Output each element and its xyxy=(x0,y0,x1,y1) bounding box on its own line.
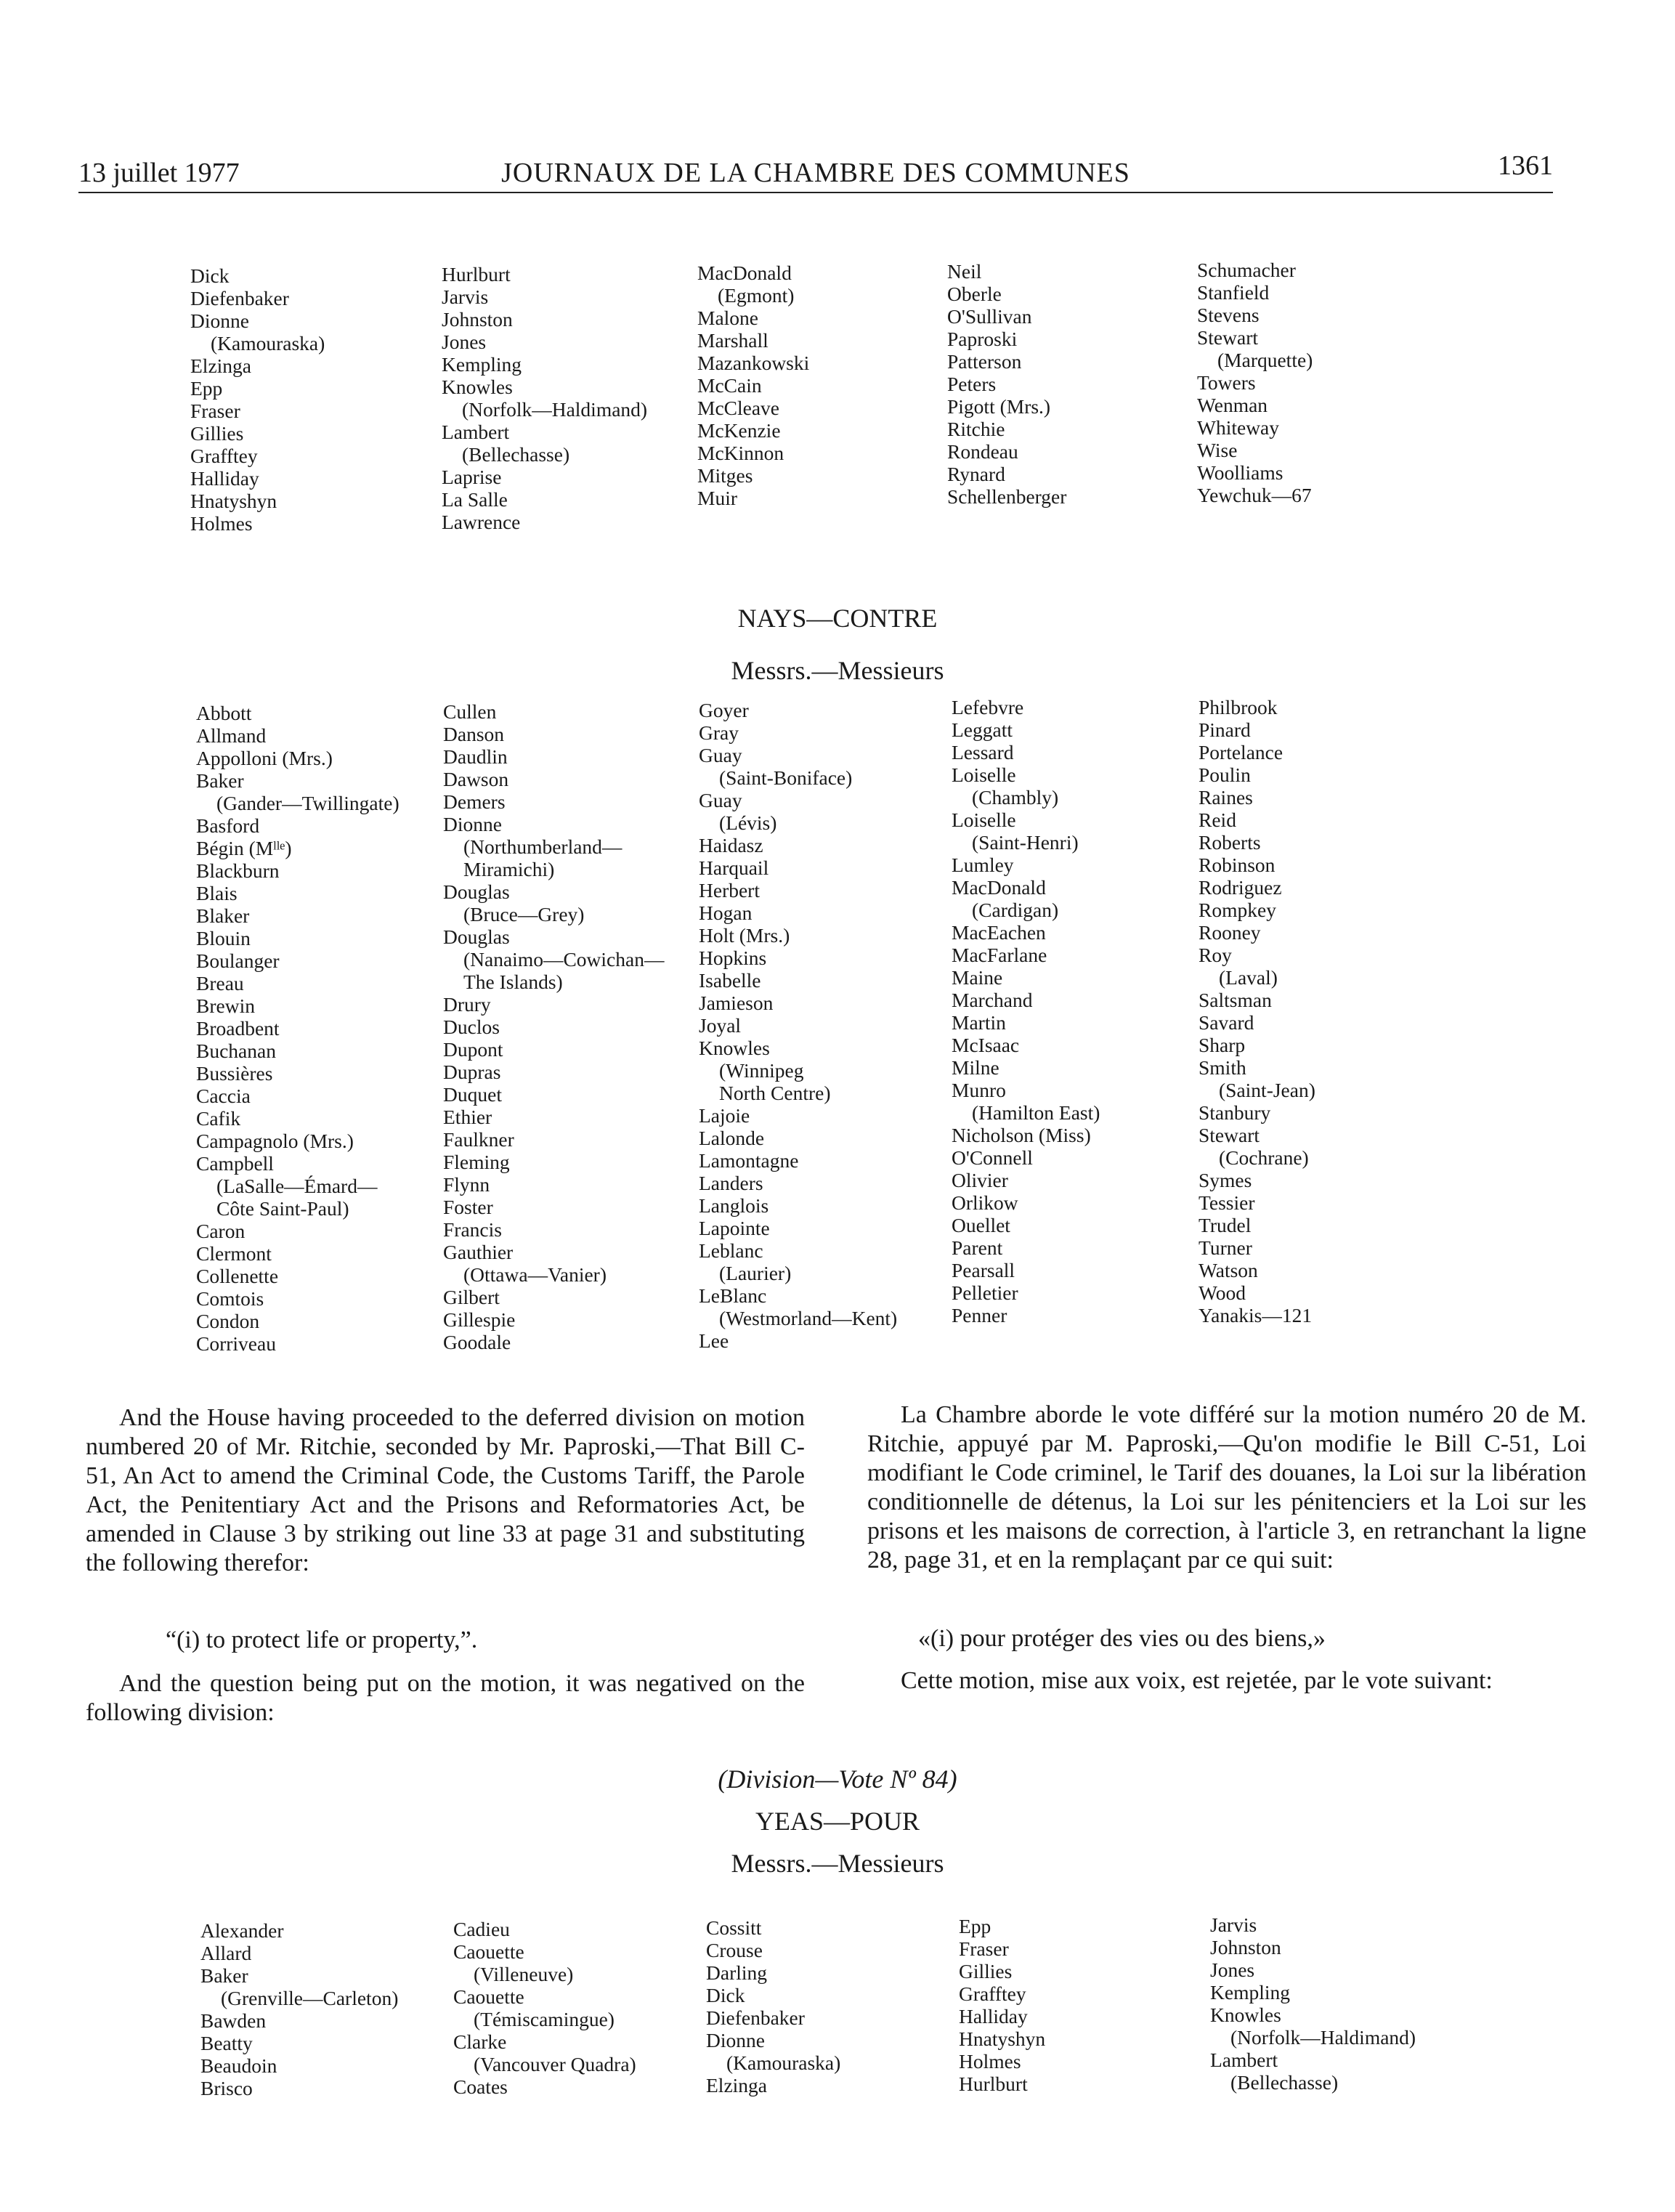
member-name: Rodriguez xyxy=(1199,876,1282,899)
member-name: Breau xyxy=(196,972,244,994)
nays-heading: NAYS—CONTRE xyxy=(737,604,938,633)
member-name: Schumacher xyxy=(1197,259,1296,281)
member-name: Wood xyxy=(1199,1281,1246,1304)
member-name: Parent xyxy=(952,1236,1003,1259)
member-name: Baker xyxy=(196,769,244,792)
member-name: LeBlanc xyxy=(699,1284,767,1307)
page-number: 1361 xyxy=(1498,150,1553,181)
member-name: Daudlin xyxy=(443,745,508,768)
member-name: Saltsman xyxy=(1199,989,1272,1011)
member-name: Dupont xyxy=(443,1038,503,1061)
member-name: (Cardigan) xyxy=(972,899,1059,921)
member-name: Grafftey xyxy=(190,445,258,467)
member-name: Clermont xyxy=(196,1242,272,1265)
member-name: Portelance xyxy=(1199,741,1283,763)
member-name: Dionne xyxy=(190,309,249,332)
member-name: Blouin xyxy=(196,927,251,949)
member-name: Schellenberger xyxy=(947,485,1067,508)
member-name: Landers xyxy=(699,1172,763,1194)
member-name: Faulkner xyxy=(443,1128,514,1151)
member-name: Mazankowski xyxy=(697,352,810,374)
member-name: McIsaac xyxy=(952,1034,1020,1056)
member-name: Gillies xyxy=(959,1960,1013,1982)
member-name: Tessier xyxy=(1199,1191,1255,1214)
member-name: (Saint-Boniface) xyxy=(719,766,853,789)
member-name: Leggatt xyxy=(952,718,1013,741)
member-name: McCain xyxy=(697,374,762,397)
member-name: Knowles xyxy=(1210,2004,1281,2026)
member-name: Halliday xyxy=(959,2005,1028,2027)
member-name: Fraser xyxy=(190,400,240,422)
member-name: Allmand xyxy=(196,724,267,747)
member-name: Jarvis xyxy=(442,285,489,308)
member-name: Hnatyshyn xyxy=(959,2027,1046,2050)
member-name: Douglas xyxy=(443,880,510,903)
member-name: Bussières xyxy=(196,1062,273,1085)
member-name: Francis xyxy=(443,1218,502,1241)
member-name: Sharp xyxy=(1199,1034,1246,1056)
member-name: Blais xyxy=(196,882,238,904)
member-name: Lapointe xyxy=(699,1217,770,1239)
nays-column xyxy=(699,699,897,1352)
member-name: Hurlburt xyxy=(959,2073,1028,2095)
member-name: Hogan xyxy=(699,902,753,924)
motion-french-text: La Chambre aborde le vote différé sur la motion numéro 20 de M. Ritchie, appuyé par M. Paproski,—Qu'on modifie le Bill C-51, Loi modifiant le Code criminel, le Tarif des douanes, la Loi sur la libération conditionnelle de détenus, la Loi sur les pénitenciers et la Loi sur les prisons et les maisons de correction, à l'article 3, en retranchant la ligne 28, page 31, et en la remplaçant par ce qui suit: xyxy=(867,1401,1586,1573)
member-name: Duquet xyxy=(443,1083,502,1106)
member-name: Lamontagne xyxy=(699,1149,799,1172)
yeas-continued-column xyxy=(947,260,1066,508)
member-name: Symes xyxy=(1199,1169,1252,1191)
member-name: Isabelle xyxy=(699,969,761,992)
member-name: MacFarlane xyxy=(952,944,1047,966)
member-name: Diefenbaker xyxy=(190,287,289,309)
member-name: Halliday xyxy=(190,467,259,490)
member-name: Martin xyxy=(952,1011,1006,1034)
member-name: Duclos xyxy=(443,1016,500,1038)
member-name: McKinnon xyxy=(697,442,784,464)
member-name: Leblanc xyxy=(699,1239,763,1262)
member-name: Douglas xyxy=(443,925,510,948)
member-name: Herbert xyxy=(699,879,760,902)
member-name: Hurlburt xyxy=(442,263,511,285)
member-name: Clarke xyxy=(453,2030,507,2053)
member-name: Crouse xyxy=(706,1939,763,1961)
member-name: Maine xyxy=(952,966,1003,989)
member-name: (Laurier) xyxy=(719,1262,792,1284)
member-name: (Villeneuve) xyxy=(474,1963,574,1985)
member-name: Rondeau xyxy=(947,440,1018,463)
member-name: (Egmont) xyxy=(718,284,795,307)
member-name: (Saint-Jean) xyxy=(1219,1079,1315,1101)
member-name: (Winnipeg xyxy=(719,1059,804,1082)
member-name: (Laval) xyxy=(1219,966,1278,989)
division-yeas-column xyxy=(200,1919,398,2099)
yeas-heading: YEAS—POUR xyxy=(755,1807,920,1836)
member-name: Knowles xyxy=(699,1037,770,1059)
member-name: Beatty xyxy=(200,2032,253,2054)
member-name: Cullen xyxy=(443,700,497,723)
member-name: Gray xyxy=(699,721,739,744)
member-name: Blaker xyxy=(196,904,250,927)
member-name: Drury xyxy=(443,993,491,1016)
nays-column xyxy=(443,700,664,1353)
member-name: Pelletier xyxy=(952,1281,1018,1304)
member-name: Caron xyxy=(196,1220,246,1242)
member-name: Orlikow xyxy=(952,1191,1018,1214)
member-name: Kempling xyxy=(442,353,522,376)
member-name: The Islands) xyxy=(463,971,563,993)
motion-english-paragraph xyxy=(86,1403,805,1578)
member-name: North Centre) xyxy=(719,1082,831,1104)
member-name: Stewart xyxy=(1197,326,1259,349)
member-name: Darling xyxy=(706,1961,768,1984)
member-name: Dionne xyxy=(443,813,502,835)
member-name: Stanbury xyxy=(1199,1101,1271,1124)
member-name: Baker xyxy=(200,1964,248,1987)
member-name: Olivier xyxy=(952,1169,1008,1191)
member-name: Muir xyxy=(697,487,737,509)
member-name: Allard xyxy=(200,1942,252,1964)
member-name: Epp xyxy=(959,1915,991,1937)
member-name: Lumley xyxy=(952,854,1014,876)
member-name: Kempling xyxy=(1210,1981,1290,2004)
member-name: Dupras xyxy=(443,1061,501,1083)
member-name: Raines xyxy=(1199,786,1253,809)
member-name: Grafftey xyxy=(959,1982,1026,2005)
member-name: (Gander—Twillingate) xyxy=(216,792,400,814)
member-name: Marchand xyxy=(952,989,1033,1011)
nays-column xyxy=(196,702,400,1355)
member-name: Roy xyxy=(1199,944,1232,966)
yeas-continued-column xyxy=(190,264,325,535)
member-name: Hopkins xyxy=(699,947,767,969)
member-name: Holmes xyxy=(190,512,253,535)
member-name: Condon xyxy=(196,1310,260,1332)
member-name: Harquail xyxy=(699,856,769,879)
member-name: (LaSalle—Émard— xyxy=(216,1175,378,1197)
member-name: O'Sullivan xyxy=(947,305,1032,328)
member-name: Yanakis—121 xyxy=(1199,1304,1313,1326)
member-name: Nicholson (Miss) xyxy=(952,1124,1091,1146)
member-name: (Chambly) xyxy=(972,786,1059,809)
member-name: McCleave xyxy=(697,397,780,419)
member-name: Johnston xyxy=(442,308,513,331)
member-name: Lalonde xyxy=(699,1127,765,1149)
member-name: Neil xyxy=(947,260,982,283)
member-name: (Norfolk—Haldimand) xyxy=(1230,2026,1416,2049)
member-name: Caouette xyxy=(453,1985,524,2008)
member-name: MacEachen xyxy=(952,921,1046,944)
member-name: Ouellet xyxy=(952,1214,1010,1236)
division-heading: (Division—Vote Nº 84) xyxy=(718,1765,957,1794)
nays-column xyxy=(1199,696,1315,1326)
member-name: MacDonald xyxy=(952,876,1046,899)
member-name: Loiselle xyxy=(952,809,1016,831)
member-name: Robinson xyxy=(1199,854,1275,876)
member-name: Caouette xyxy=(453,1940,524,1963)
member-name: Alexander xyxy=(200,1919,284,1942)
member-name: Stevens xyxy=(1197,304,1260,326)
member-name: Guay xyxy=(699,789,742,811)
member-name: Jarvis xyxy=(1210,1913,1257,1936)
member-name: Brisco xyxy=(200,2077,253,2099)
member-name: Oberle xyxy=(947,283,1002,305)
member-name: Campagnolo (Mrs.) xyxy=(196,1130,354,1152)
member-name: Abbott xyxy=(196,702,252,724)
yeas-continued-column xyxy=(697,262,809,509)
motion-english-text: And the House having proceeded to the deferred division on motion numbered 20 of Mr. Ritchie, seconded by Mr. Paproski,—That Bill C-51, An Act to amend the Criminal Code, the Customs Tariff, the Parole Act, the Penitentiary Act and the Prisons and Reformatories Act, be amended in Clause 3 by striking out line 33 at page 31 and substituting the following therefor: xyxy=(86,1404,805,1576)
member-name: Johnston xyxy=(1210,1936,1281,1958)
member-name: Knowles xyxy=(442,376,513,398)
member-name: Hnatyshyn xyxy=(190,490,277,512)
member-name: Peters xyxy=(947,373,997,395)
member-name: Roberts xyxy=(1199,831,1261,854)
member-name: Campbell xyxy=(196,1152,274,1175)
member-name: Laprise xyxy=(442,466,502,488)
member-name: Holt (Mrs.) xyxy=(699,924,790,947)
member-name: Goodale xyxy=(443,1331,511,1353)
member-name: Whiteway xyxy=(1197,416,1280,439)
member-name: Lee xyxy=(699,1329,729,1352)
member-name: Joyal xyxy=(699,1014,742,1037)
member-name: Epp xyxy=(190,377,223,400)
header-date: 13 juillet 1977 xyxy=(78,158,240,188)
member-name: Gillespie xyxy=(443,1308,516,1331)
member-name: (Saint-Henri) xyxy=(972,831,1079,854)
member-name: O'Connell xyxy=(952,1146,1033,1169)
member-name: (Hamilton East) xyxy=(972,1101,1100,1124)
member-name: Elzinga xyxy=(190,355,251,377)
member-name: Philbrook xyxy=(1199,696,1278,718)
member-name: Penner xyxy=(952,1304,1007,1326)
member-name: Cadieu xyxy=(453,1918,510,1940)
member-name: Cafik xyxy=(196,1107,241,1130)
member-name: Collenette xyxy=(196,1265,279,1287)
member-name: Stanfield xyxy=(1197,281,1270,304)
member-name: Munro xyxy=(952,1079,1006,1101)
member-name: Buchanan xyxy=(196,1040,276,1062)
member-name: Watson xyxy=(1199,1259,1258,1281)
member-name: Jamieson xyxy=(699,992,774,1014)
member-name: Demers xyxy=(443,790,506,813)
member-name: Wise xyxy=(1197,439,1238,461)
nays-column xyxy=(952,696,1100,1326)
member-name: (Cochrane) xyxy=(1219,1146,1309,1169)
member-name: Yewchuk—67 xyxy=(1197,484,1312,506)
member-name: Foster xyxy=(443,1196,493,1218)
member-name: Loiselle xyxy=(952,763,1016,786)
member-name: Lambert xyxy=(442,421,510,443)
member-name: Haidasz xyxy=(699,834,763,856)
yeas-continued-column xyxy=(442,263,647,533)
member-name: Langlois xyxy=(699,1194,769,1217)
member-name: Savard xyxy=(1199,1011,1254,1034)
division-yeas-column xyxy=(1210,1913,1416,2094)
nays-subheading: Messrs.—Messieurs xyxy=(731,656,944,685)
member-name: Turner xyxy=(1199,1236,1252,1259)
member-name: Smith xyxy=(1199,1056,1246,1079)
member-name: Appolloni (Mrs.) xyxy=(196,747,333,769)
member-name: Lefebvre xyxy=(952,696,1024,718)
member-name: Dawson xyxy=(443,768,509,790)
member-name: Lambert xyxy=(1210,2049,1278,2071)
member-name: Woolliams xyxy=(1197,461,1283,484)
member-name: Malone xyxy=(697,307,759,329)
division-yeas-column xyxy=(453,1918,636,2098)
member-name: La Salle xyxy=(442,488,508,511)
member-name: Reid xyxy=(1199,809,1236,831)
yeas-subheading: Messrs.—Messieurs xyxy=(731,1849,944,1878)
member-name: Guay xyxy=(699,744,742,766)
member-name: Boulanger xyxy=(196,949,280,972)
member-name: Blackburn xyxy=(196,859,280,882)
member-name: Corriveau xyxy=(196,1332,276,1355)
member-name: Goyer xyxy=(699,699,749,721)
member-name: Milne xyxy=(952,1056,999,1079)
member-name: Brewin xyxy=(196,994,255,1017)
member-name: Fraser xyxy=(959,1937,1009,1960)
division-yeas-column xyxy=(706,1916,840,2096)
member-name: (Ottawa—Vanier) xyxy=(463,1263,607,1286)
member-name: (Kamouraska) xyxy=(211,332,325,355)
member-name: Gilbert xyxy=(443,1286,500,1308)
member-name: (Vancouver Quadra) xyxy=(474,2053,636,2075)
member-name: Cossitt xyxy=(706,1916,762,1939)
member-name: (Marquette) xyxy=(1217,349,1313,371)
member-name: Lawrence xyxy=(442,511,521,533)
header-title: JOURNAUX DE LA CHAMBRE DES COMMUNES xyxy=(501,158,1130,188)
member-name: McKenzie xyxy=(697,419,781,442)
member-name: Towers xyxy=(1197,371,1256,394)
member-name: (Bruce—Grey) xyxy=(463,903,585,925)
member-name: Rooney xyxy=(1199,921,1261,944)
motion-french-result-text: Cette motion, mise aux voix, est rejetée, par le vote suivant: xyxy=(901,1667,1493,1694)
member-name: Dick xyxy=(706,1984,745,2006)
member-name: (Bellechasse) xyxy=(1230,2071,1339,2094)
member-name: Gauthier xyxy=(443,1241,514,1263)
motion-french-quote: «(i) pour protéger des vies ou des biens,» xyxy=(918,1625,1326,1652)
member-name: (Témiscamingue) xyxy=(474,2008,615,2030)
member-name: Holmes xyxy=(959,2050,1021,2073)
member-name: Flynn xyxy=(443,1173,490,1196)
member-name: Lessard xyxy=(952,741,1014,763)
member-name: Rynard xyxy=(947,463,1005,485)
motion-english-result xyxy=(86,1669,805,1727)
member-name: (Northumberland— xyxy=(463,835,622,858)
member-name: MacDonald xyxy=(697,262,792,284)
motion-english-result-text: And the question being put on the motion, it was negatived on the following division: xyxy=(86,1670,805,1726)
member-name: Basford xyxy=(196,814,260,837)
member-name: Ritchie xyxy=(947,418,1005,440)
member-name: (Norfolk—Haldimand) xyxy=(462,398,648,421)
motion-french-result xyxy=(867,1666,1586,1696)
member-name: Beaudoin xyxy=(200,2054,277,2077)
member-name: Paproski xyxy=(947,328,1018,350)
member-name: Lajoie xyxy=(699,1104,750,1127)
member-name: Côte Saint-Paul) xyxy=(216,1197,349,1220)
member-name: Pinard xyxy=(1199,718,1251,741)
member-name: Jones xyxy=(442,331,487,353)
division-yeas-column xyxy=(959,1915,1045,2095)
member-name: Ethier xyxy=(443,1106,492,1128)
member-name: Diefenbaker xyxy=(706,2006,805,2029)
member-name: Trudel xyxy=(1199,1214,1252,1236)
member-name: Bawden xyxy=(200,2009,267,2032)
member-name: Comtois xyxy=(196,1287,264,1310)
member-name: Patterson xyxy=(947,350,1022,373)
member-name: (Lévis) xyxy=(719,811,777,834)
member-name: Broadbent xyxy=(196,1017,280,1040)
yeas-continued-column xyxy=(1197,259,1313,506)
member-name: Dionne xyxy=(706,2029,765,2051)
member-name: Fleming xyxy=(443,1151,510,1173)
member-name: Bégin (Mˡˡᵉ) xyxy=(196,837,292,859)
member-name: Gillies xyxy=(190,422,244,445)
motion-french-paragraph xyxy=(867,1401,1586,1575)
member-name: (Bellechasse) xyxy=(462,443,570,466)
member-name: Mitges xyxy=(697,464,753,487)
member-name: Poulin xyxy=(1199,763,1251,786)
member-name: Jones xyxy=(1210,1958,1255,1981)
member-name: Coates xyxy=(453,2075,508,2098)
member-name: Danson xyxy=(443,723,505,745)
member-name: Dick xyxy=(190,264,230,287)
member-name: Caccia xyxy=(196,1085,251,1107)
member-name: Wenman xyxy=(1197,394,1268,416)
member-name: (Westmorland—Kent) xyxy=(719,1307,898,1329)
member-name: Pearsall xyxy=(952,1259,1015,1281)
motion-english-quote: “(i) to protect life or property,”. xyxy=(166,1626,478,1653)
member-name: Pigott (Mrs.) xyxy=(947,395,1051,418)
member-name: Stewart xyxy=(1199,1124,1260,1146)
member-name: Elzinga xyxy=(706,2074,767,2096)
member-name: Marshall xyxy=(697,329,768,352)
member-name: Rompkey xyxy=(1199,899,1276,921)
member-name: (Kamouraska) xyxy=(726,2051,841,2074)
page-header xyxy=(78,151,1553,193)
member-name: Miramichi) xyxy=(463,858,555,880)
member-name: (Nanaimo—Cowichan— xyxy=(463,948,665,971)
member-name: (Grenville—Carleton) xyxy=(221,1987,399,2009)
